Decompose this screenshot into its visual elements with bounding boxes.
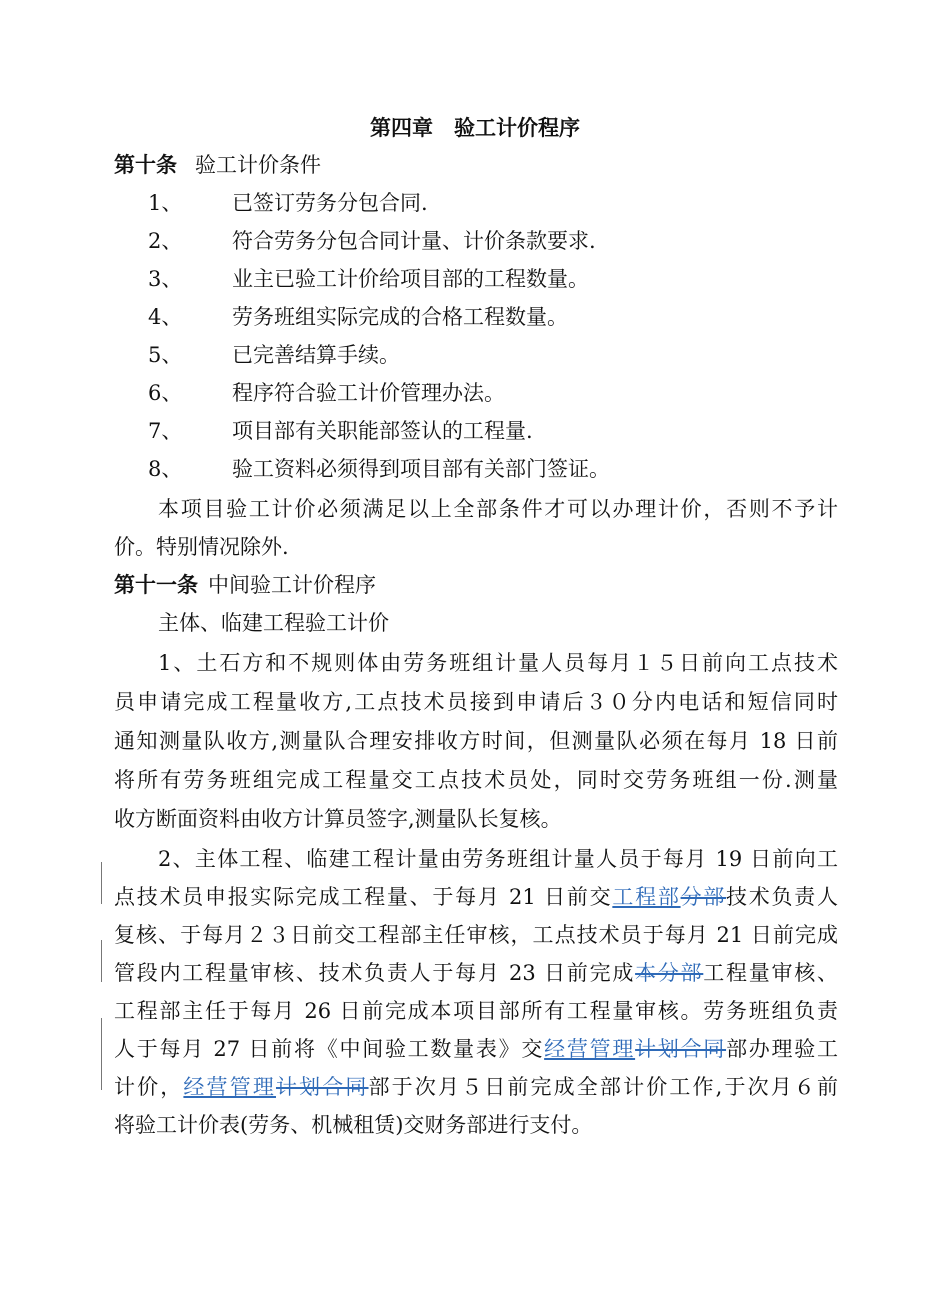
p1-line: 员申请完成工程量收方,工点技术员接到申请后３０分内电话和短信同时 xyxy=(114,690,838,714)
conditions-paragraph-line: 本项目验工计价必须满足以上全部条件才可以办理计价，否则不予计 xyxy=(158,497,838,521)
revision-bar xyxy=(101,1018,102,1090)
condition-item: 3、 业主已验工计价给项目部的工程数量。 xyxy=(148,267,589,291)
p1-line: 收方断面资料由收方计算员签字,测量队长复核。 xyxy=(114,807,562,831)
condition-item: 2、 符合劳务分包合同计量、计价条款要求. xyxy=(148,229,596,253)
p2-line: 人于每月 27 日前将《中间验工数量表》交经营管理计划合同部办理验工 xyxy=(114,1037,839,1061)
article-11-label: 第十一条 xyxy=(114,572,198,597)
deleted-text: 计划合同 xyxy=(635,1037,727,1061)
p2-line: 将验工计价表(劳务、机械租赁)交财务部进行支付。 xyxy=(114,1113,593,1137)
article-10-label: 第十条 xyxy=(114,152,177,177)
deleted-text: 本分部 xyxy=(635,961,704,985)
p2-line: 2、主体工程、临建工程计量由劳务班组计量人员于每月 19 日前向工 xyxy=(158,847,838,871)
p2-line: 点技术员申报实际完成工程量、于每月 21 日前交工程部分部技术负责人 xyxy=(114,885,839,909)
condition-item: 7、 项目部有关职能部签认的工程量. xyxy=(148,419,533,443)
article-10-title: 验工计价条件 xyxy=(195,153,321,177)
conditions-paragraph-line: 价。特别情况除外. xyxy=(114,535,289,559)
article-11-title: 中间验工计价程序 xyxy=(208,573,376,597)
p2-line: 工程部主任于每月 26 日前完成本项目部所有工程量审核。劳务班组负责 xyxy=(114,999,838,1023)
condition-item: 1、 已签订劳务分包合同. xyxy=(148,191,428,215)
inserted-text: 经营管理 xyxy=(183,1075,276,1099)
condition-item: 8、 验工资料必须得到项目部有关部门签证。 xyxy=(148,457,610,481)
p2-line: 计价，经营管理计划合同部于次月５日前完成全部计价工作,于次月６前 xyxy=(114,1075,839,1099)
condition-item: 6、 程序符合验工计价管理办法。 xyxy=(148,381,505,405)
p1-line: 将所有劳务班组完成工程量交工点技术员处，同时交劳务班组一份.测量 xyxy=(114,768,838,792)
inserted-text: 经营管理 xyxy=(544,1037,636,1061)
section-subheading: 主体、临建工程验工计价 xyxy=(158,611,389,635)
p1-line: 通知测量队收方,测量队合理安排收方时间，但测量队必须在每月 18 日前 xyxy=(114,729,838,753)
condition-item: 5、 已完善结算手续。 xyxy=(148,343,400,367)
article-10-heading xyxy=(114,146,838,184)
article-11-heading xyxy=(114,566,838,604)
inserted-text: 工程部 xyxy=(612,885,681,909)
p1-line: 1、土石方和不规则体由劳务班组计量人员每月１５日前向工点技术 xyxy=(158,651,838,675)
revision-bar xyxy=(101,940,102,982)
deleted-text: 分部 xyxy=(680,885,727,909)
p2-line: 管段内工程量审核、技术负责人于每月 23 日前完成本分部工程量审核、 xyxy=(114,961,838,985)
p2-line: 复核、于每月２３日前交工程部主任审核，工点技术员于每月 21 日前完成 xyxy=(114,923,838,947)
condition-item: 4、 劳务班组实际完成的合格工程数量。 xyxy=(148,305,568,329)
chapter-title: 第四章 验工计价程序 xyxy=(370,115,580,140)
revision-bar xyxy=(101,862,102,904)
deleted-text: 计划合同 xyxy=(275,1075,369,1099)
